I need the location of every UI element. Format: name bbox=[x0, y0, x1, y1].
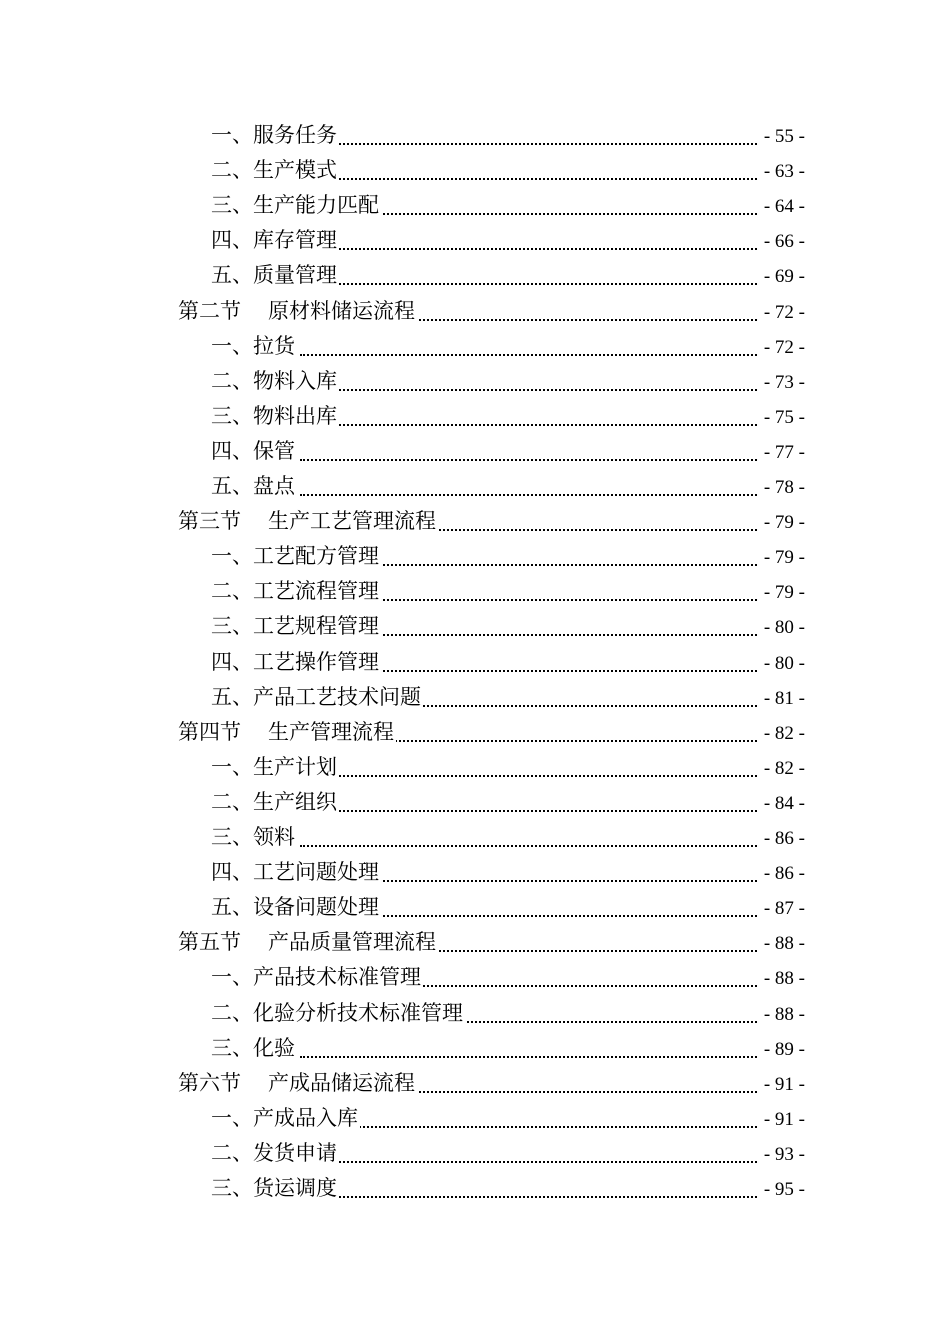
toc-subsection-entry[interactable] bbox=[0, 960, 950, 995]
toc-entry-title: 领料 bbox=[253, 825, 295, 849]
toc-entry-number: 三、 bbox=[211, 1035, 253, 1060]
toc-subsection-entry[interactable] bbox=[0, 750, 950, 785]
toc-subsection-entry[interactable] bbox=[0, 890, 950, 925]
toc-entry-title: 质量管理 bbox=[253, 263, 337, 288]
toc-entry-label bbox=[211, 1171, 339, 1206]
toc-entry-page-number: - 63 - bbox=[762, 153, 805, 191]
toc-subsection-entry[interactable] bbox=[0, 1171, 950, 1206]
toc-entry-number: 第五节 bbox=[178, 930, 241, 955]
toc-entry-label bbox=[211, 329, 297, 364]
toc-entry-number: 二、 bbox=[211, 579, 253, 604]
toc-section-entry[interactable] bbox=[0, 715, 950, 750]
toc-subsection-entry[interactable] bbox=[0, 1031, 950, 1066]
toc-subsection-entry[interactable] bbox=[0, 469, 950, 504]
toc-entry-number: 二、 bbox=[211, 368, 253, 393]
dot-leader bbox=[300, 424, 757, 426]
toc-entry-title: 服务任务 bbox=[253, 123, 337, 147]
toc-entry-number: 五、 bbox=[211, 474, 253, 498]
toc-entry-page-number: - 93 - bbox=[762, 1136, 805, 1174]
toc-entry-page-number: - 82 - bbox=[762, 715, 805, 753]
toc-entry-label bbox=[211, 153, 339, 188]
toc-entry-title: 工艺操作管理 bbox=[253, 649, 379, 674]
toc-subsection-entry[interactable] bbox=[0, 1136, 950, 1171]
toc-entry-title: 设备问题处理 bbox=[253, 895, 379, 920]
toc-entry-number: 四、 bbox=[211, 649, 253, 674]
toc-entry-page-number: - 88 - bbox=[762, 925, 805, 963]
toc-entry-title: 化验分析技术标准管理 bbox=[253, 1000, 463, 1025]
toc-entry-label bbox=[211, 645, 381, 680]
toc-entry-title: 物料出库 bbox=[253, 403, 337, 428]
toc-entry-page-number: - 91 - bbox=[762, 1066, 805, 1104]
toc-entry-title: 产成品储运流程 bbox=[268, 1070, 415, 1095]
dot-leader bbox=[300, 494, 757, 496]
toc-entry-title: 产品技术标准管理 bbox=[253, 965, 421, 990]
toc-entry-page-number: - 64 - bbox=[762, 188, 805, 226]
toc-entry-label bbox=[211, 364, 339, 399]
toc-subsection-entry[interactable] bbox=[0, 188, 950, 223]
toc-entry-page-number: - 87 - bbox=[762, 890, 805, 928]
toc-section-entry[interactable] bbox=[0, 925, 950, 960]
toc-entry-number: 一、 bbox=[211, 754, 253, 779]
toc-entry-label bbox=[211, 539, 381, 574]
toc-subsection-entry[interactable] bbox=[0, 820, 950, 855]
toc-entry-title: 生产能力匹配 bbox=[253, 193, 379, 218]
dot-leader bbox=[300, 1161, 757, 1163]
toc-entry-label bbox=[211, 680, 423, 715]
toc-subsection-entry[interactable] bbox=[0, 645, 950, 680]
toc-subsection-entry[interactable] bbox=[0, 364, 950, 399]
toc-entry-label bbox=[211, 960, 423, 995]
toc-entry-title: 生产工艺管理流程 bbox=[268, 509, 436, 534]
dot-leader bbox=[300, 143, 757, 145]
toc-subsection-entry[interactable] bbox=[0, 223, 950, 258]
toc-section-entry[interactable] bbox=[0, 294, 950, 329]
toc-entry-label bbox=[211, 855, 381, 890]
toc-entry-title: 生产组织 bbox=[253, 789, 337, 814]
toc-subsection-entry[interactable] bbox=[0, 1101, 950, 1136]
toc-subsection-entry[interactable] bbox=[0, 609, 950, 644]
toc-entry-page-number: - 86 - bbox=[762, 855, 805, 893]
toc-entry-number: 四、 bbox=[211, 228, 253, 253]
toc-entry-title: 化验 bbox=[253, 1035, 295, 1060]
toc-entry-number: 二、 bbox=[211, 789, 253, 814]
toc-entry-number: 一、 bbox=[211, 123, 253, 147]
toc-entry-label bbox=[211, 820, 297, 855]
toc-subsection-entry[interactable] bbox=[0, 434, 950, 469]
toc-entry-label bbox=[178, 1066, 417, 1101]
dot-leader bbox=[300, 1196, 757, 1198]
toc-subsection-entry[interactable] bbox=[0, 118, 950, 153]
toc-subsection-entry[interactable] bbox=[0, 329, 950, 364]
toc-entry-number: 第六节 bbox=[178, 1070, 241, 1095]
toc-entry-label bbox=[211, 890, 381, 925]
toc-entry-number: 一、 bbox=[211, 965, 253, 990]
toc-entry-title: 生产管理流程 bbox=[268, 719, 394, 744]
toc-entry-number: 三、 bbox=[211, 193, 253, 218]
toc-entry-page-number: - 79 - bbox=[762, 539, 805, 577]
toc-entry-title: 生产模式 bbox=[253, 158, 337, 183]
toc-entry-page-number: - 72 - bbox=[762, 329, 805, 367]
toc-entry-number: 三、 bbox=[211, 403, 253, 428]
toc-entry-title: 原材料储运流程 bbox=[268, 298, 415, 323]
toc-entry-label bbox=[211, 434, 297, 469]
toc-entry-label bbox=[211, 750, 339, 785]
toc-entry-page-number: - 55 - bbox=[762, 118, 805, 156]
toc-entry-page-number: - 77 - bbox=[762, 434, 805, 472]
toc-entry-number: 五、 bbox=[211, 684, 253, 709]
toc-subsection-entry[interactable] bbox=[0, 855, 950, 890]
toc-entry-title: 工艺流程管理 bbox=[253, 579, 379, 604]
toc-entry-label bbox=[211, 223, 339, 258]
dot-leader bbox=[300, 459, 757, 461]
toc-entry-page-number: - 80 - bbox=[762, 609, 805, 647]
toc-entry-number: 一、 bbox=[211, 333, 253, 358]
toc-section-entry[interactable] bbox=[0, 1066, 950, 1101]
toc-entry-label bbox=[211, 1101, 360, 1136]
toc-entry-page-number: - 80 - bbox=[762, 645, 805, 683]
toc-entry-label bbox=[211, 785, 339, 820]
toc-entry-title: 发货申请 bbox=[253, 1140, 337, 1165]
toc-entry-title: 货运调度 bbox=[253, 1176, 337, 1200]
toc-entry-page-number: - 72 - bbox=[762, 294, 805, 332]
toc-entry-page-number: - 69 - bbox=[762, 258, 805, 296]
dot-leader bbox=[300, 845, 757, 847]
toc-entry-number: 三、 bbox=[211, 825, 253, 849]
toc-entry-title: 库存管理 bbox=[253, 228, 337, 253]
toc-subsection-entry[interactable] bbox=[0, 399, 950, 434]
toc-entry-label bbox=[211, 258, 339, 293]
dot-leader bbox=[300, 389, 757, 391]
toc-entry-page-number: - 88 - bbox=[762, 960, 805, 998]
toc-entry-number: 一、 bbox=[211, 1105, 253, 1130]
dot-leader bbox=[300, 354, 757, 356]
toc-entry-label bbox=[178, 715, 396, 750]
toc-entry-number: 三、 bbox=[211, 1176, 253, 1200]
toc-entry-page-number: - 84 - bbox=[762, 785, 805, 823]
toc-entry-number: 二、 bbox=[211, 1140, 253, 1165]
toc-entry-page-number: - 88 - bbox=[762, 996, 805, 1034]
dot-leader bbox=[300, 248, 757, 250]
dot-leader bbox=[300, 810, 757, 812]
toc-entry-page-number: - 79 - bbox=[762, 574, 805, 612]
toc-entry-page-number: - 75 - bbox=[762, 399, 805, 437]
toc-subsection-entry[interactable] bbox=[0, 153, 950, 188]
toc-entry-title: 保管 bbox=[253, 438, 295, 463]
toc-entry-label bbox=[211, 609, 381, 644]
toc-entry-number: 四、 bbox=[211, 438, 253, 463]
toc-entry-title: 产品质量管理流程 bbox=[268, 930, 436, 955]
toc-entry-page-number: - 91 - bbox=[762, 1101, 805, 1139]
toc-entry-page-number: - 95 - bbox=[762, 1171, 805, 1209]
toc-entry-number: 三、 bbox=[211, 614, 253, 639]
toc-entry-number: 二、 bbox=[211, 158, 253, 183]
toc-entry-label bbox=[211, 1136, 339, 1171]
toc-entry-title: 产成品入库 bbox=[253, 1105, 358, 1130]
toc-entry-page-number: - 66 - bbox=[762, 223, 805, 261]
toc-entry-label bbox=[178, 294, 417, 329]
dot-leader bbox=[300, 178, 757, 180]
toc-section-entry[interactable] bbox=[0, 504, 950, 539]
toc-entry-page-number: - 78 - bbox=[762, 469, 805, 507]
toc-subsection-entry[interactable] bbox=[0, 785, 950, 820]
toc-entry-page-number: - 79 - bbox=[762, 504, 805, 542]
toc-entry-number: 二、 bbox=[211, 1000, 253, 1025]
toc-entry-title: 生产计划 bbox=[253, 754, 337, 779]
toc-entry-label bbox=[211, 399, 339, 434]
toc-subsection-entry[interactable] bbox=[0, 996, 950, 1031]
toc-entry-label bbox=[178, 504, 438, 539]
toc-entry-page-number: - 86 - bbox=[762, 820, 805, 858]
toc-entry-number: 四、 bbox=[211, 860, 253, 885]
toc-subsection-entry[interactable] bbox=[0, 574, 950, 609]
toc-entry-number: 第二节 bbox=[178, 298, 241, 323]
toc-entry-page-number: - 73 - bbox=[762, 364, 805, 402]
toc-entry-label bbox=[211, 574, 381, 609]
toc-entry-number: 第四节 bbox=[178, 719, 241, 744]
toc-subsection-entry[interactable] bbox=[0, 539, 950, 574]
toc-entry-title: 盘点 bbox=[253, 474, 295, 498]
toc-entry-title: 工艺问题处理 bbox=[253, 860, 379, 885]
toc-entry-title: 拉货 bbox=[253, 333, 295, 358]
toc-entry-title: 工艺配方管理 bbox=[253, 544, 379, 569]
toc-entry-number: 第三节 bbox=[178, 509, 241, 534]
toc-entry-label bbox=[178, 925, 438, 960]
toc-entry-page-number: - 89 - bbox=[762, 1031, 805, 1069]
toc-entry-title: 物料入库 bbox=[253, 368, 337, 393]
toc-entry-label bbox=[211, 996, 465, 1031]
toc-entry-number: 五、 bbox=[211, 895, 253, 920]
toc-entry-label bbox=[211, 469, 297, 504]
toc-entry-label bbox=[211, 118, 339, 153]
toc-entry-title: 产品工艺技术问题 bbox=[253, 684, 421, 709]
toc-entry-page-number: - 81 - bbox=[762, 680, 805, 718]
dot-leader bbox=[300, 775, 757, 777]
toc-entry-label bbox=[211, 188, 381, 223]
toc-entry-number: 一、 bbox=[211, 544, 253, 569]
toc-subsection-entry[interactable] bbox=[0, 258, 950, 293]
toc-entry-page-number: - 82 - bbox=[762, 750, 805, 788]
dot-leader bbox=[300, 283, 757, 285]
toc-entry-title: 工艺规程管理 bbox=[253, 614, 379, 639]
dot-leader bbox=[300, 1056, 757, 1058]
toc-subsection-entry[interactable] bbox=[0, 680, 950, 715]
dot-leader bbox=[300, 1126, 757, 1128]
toc-entry-label bbox=[211, 1031, 297, 1066]
toc-entry-number: 五、 bbox=[211, 263, 253, 288]
